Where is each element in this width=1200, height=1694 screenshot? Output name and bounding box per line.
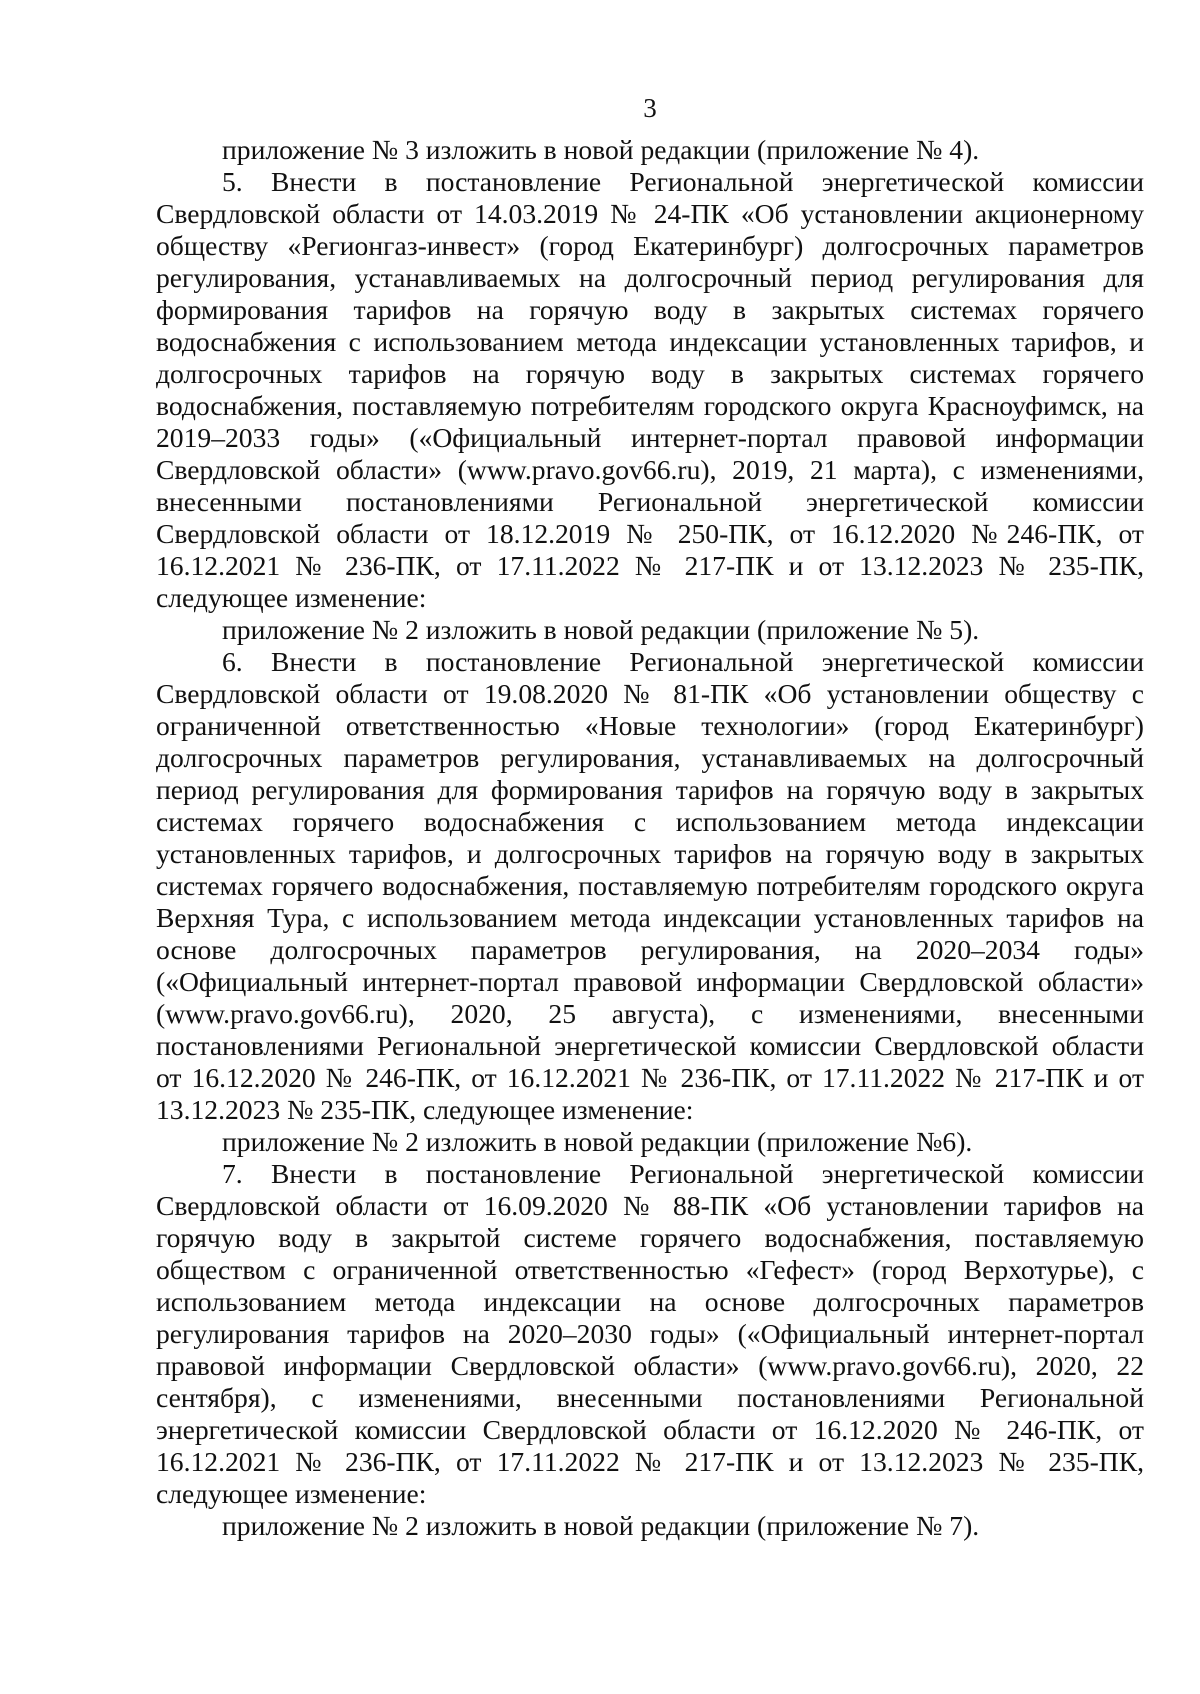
page-number: 3 (643, 93, 657, 123)
paragraph-item-5: 5. Внести в постановление Региональной энергетической комиссии Свердловской области от 14.03.2019 № 24-ПК «Об установлении акционерному обществу «Регионгаз-инвест» (город Екатеринбург) долгосрочных параметров регулирования, устанавливаемых на долгосрочный период регулирования для формирования тарифов на горячую воду в закрытых системах горячего водоснабжения с использованием метода индексации установленных тарифов, и долгосрочных тарифов на горячую воду в закрытых системах горячего водоснабжения, поставляемую потребителям городского округа Красноуфимск, на 2019–2033 годы» («Официальный интернет-портал правовой информации Свердловской области» (www.pravo.gov66.ru), 2019, 21 марта), с изменениями, внесенными постановлениями Региональной энергетической комиссии Свердловской области от 18.12.2019 № 250-ПК, от 16.12.2020 №246-ПК, от 16.12.2021 № 236-ПК, от 17.11.2022 № 217-ПК и от 13.12.2023 № 235-ПК, следующее изменение: (156, 166, 1144, 613)
paragraph-item-6: 6. Внести в постановление Региональной энергетической комиссии Свердловской области от 19.08.2020 № 81-ПК «Об установлении обществу с ограниченной ответственностью «Новые технологии» (город Екатеринбург) долгосрочных параметров регулирования, устанавливаемых на долгосрочный период регулирования для формирования тарифов на горячую воду в закрытых системах горячего водоснабжения с использованием метода индексации установленных тарифов, и долгосрочных тарифов на горячую воду в закрытых системах горячего водоснабжения, поставляемую потребителям городского округа Верхняя Тура, с использованием метода индексации установленных тарифов на основе долгосрочных параметров регулирования, на 2020–2034 годы» («Официальный интернет-портал правовой информации Свердловской области» (www.pravo.gov66.ru), 2020, 25 августа), с изменениями, внесенными постановлениями Региональной энергетической комиссии Свердловской области от 16.12.2020 № 246-ПК, от 16.12.2021 № 236-ПК, от 17.11.2022 № 217-ПК и от 13.12.2023 № 235-ПК, следующее изменение: (156, 646, 1144, 1125)
paragraph-annex-5: приложение № 2 изложить в новой редакции (приложение № 5). (222, 614, 980, 645)
paragraph-annex-7: приложение № 2 изложить в новой редакции (приложение № 7). (222, 1510, 980, 1541)
paragraph-annex-3: приложение № 3 изложить в новой редакции (приложение № 4). (222, 134, 980, 165)
document-page (156, 92, 1144, 1542)
paragraph-annex-6: приложение № 2 изложить в новой редакции (приложение №6). (222, 1126, 973, 1157)
paragraph-item-7: 7. Внести в постановление Региональной энергетической комиссии Свердловской области от 16.09.2020 № 88-ПК «Об установлении тарифов на горячую воду в закрытой системе горячего водоснабжения, поставляемую обществом с ограниченной ответственностью «Гефест» (город Верхотурье), с использованием метода индексации на основе долгосрочных параметров регулирования тарифов на 2020–2030 годы» («Официальный интернет-портал правовой информации Свердловской области» (www.pravo.gov66.ru), 2020, 22 сентября), с изменениями, внесенными постановлениями Региональной энергетической комиссии Свердловской области от 16.12.2020 № 246-ПК, от 16.12.2021 № 236-ПК, от 17.11.2022 № 217-ПК и от 13.12.2023 № 235-ПК, следующее изменение: (156, 1158, 1144, 1509)
